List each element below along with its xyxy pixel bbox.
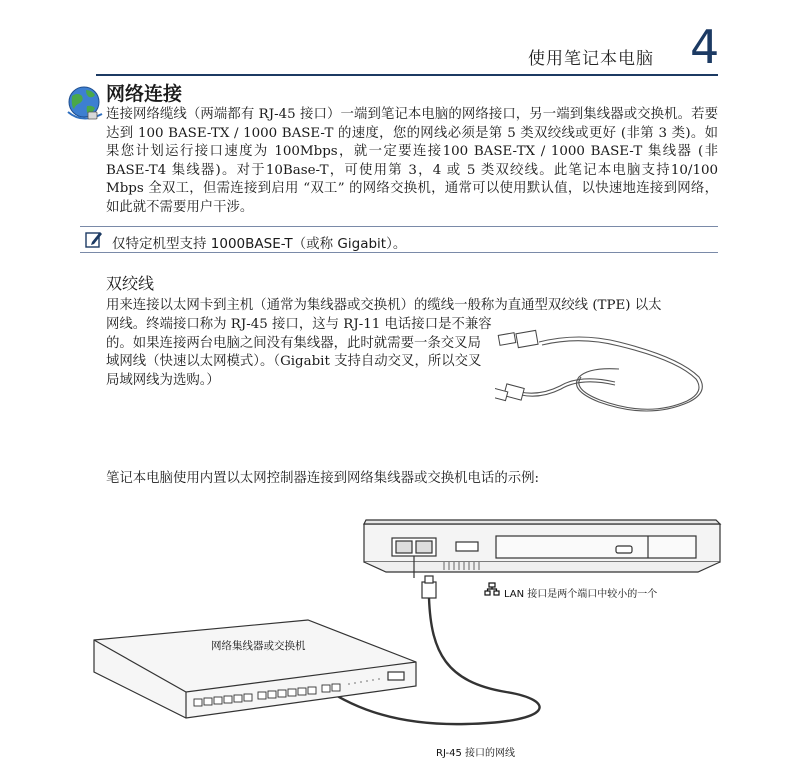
header-rule <box>96 74 718 76</box>
cable-label: RJ-45 接口的网线 <box>436 748 516 759</box>
hub-serial-port <box>388 672 404 680</box>
section-body-twisted-line1: 用来连接以太网卡到主机（通常为集线器或交换机）的缆线一般称为直通型双绞线 (TPE) 以太 <box>106 298 662 313</box>
chapter-title: 使用笔记本电脑 <box>528 49 654 69</box>
globe-network-icon <box>64 82 108 126</box>
diagram-caption: 笔记本电脑使用内置以太网控制器连接到网络集线器或交换机电话的示例: <box>106 471 540 486</box>
section-body-network: 连接网络缆线（两端都有 RJ-45 接口）一端到笔记本电脑的网络接口，另一端到集线器或交换机。若要达到 100 BASE-TX / 1000 BASE-T 的速度，您的网线必须是第 5 类双绞线或更好 (非第 3 类)。如果您计划运行接口速度为 100Mbps，就一定要连接100 BASE-TX / 1000 BASE-T 集线器 (非 BASE-T4 集线器)。对于10Base-T，可使用第 3，4 或 5 类双绞线。此笔记本电脑支持10/100 Mbps 全双工，但需连接到启用 “双工” 的网络交换机，通常可以使用默认值，以快速地连接到网络，如此就不需要用户干涉。 <box>106 107 718 215</box>
network-cable-illustration <box>495 320 727 422</box>
network-hub <box>94 620 416 718</box>
laptop-optical-drive <box>496 536 696 558</box>
connection-diagram <box>86 512 726 766</box>
note-pencil-icon <box>84 229 104 249</box>
laptop-usb-port <box>456 542 478 551</box>
note-rule-top <box>80 226 718 227</box>
section-heading-network: 网络连接 <box>106 83 183 105</box>
note-text: 仅特定机型支持 1000BASE-T（或称 Gigabit）。 <box>112 236 407 252</box>
chapter-number: 4 <box>690 20 720 74</box>
note-rule-bottom <box>80 252 718 253</box>
section-heading-twisted: 双绞线 <box>106 274 155 293</box>
rj45-plug <box>422 582 436 598</box>
section-body-twisted: 网线。终端接口称为 RJ-45 接口，这与 RJ-11 电话接口是不兼容的。如果连接两台电脑之间没有集线器，此时就需要一条交叉局域网线（快速以太网模式）。（Gigabit 支持自动交叉，所以交叉局域网线为选购。） <box>106 317 492 388</box>
lan-port-icon <box>484 582 500 596</box>
lan-port-label: LAN 接口是两个端口中较小的一个 <box>504 589 658 600</box>
hub-label: 网络集线器或交换机 <box>211 640 306 652</box>
